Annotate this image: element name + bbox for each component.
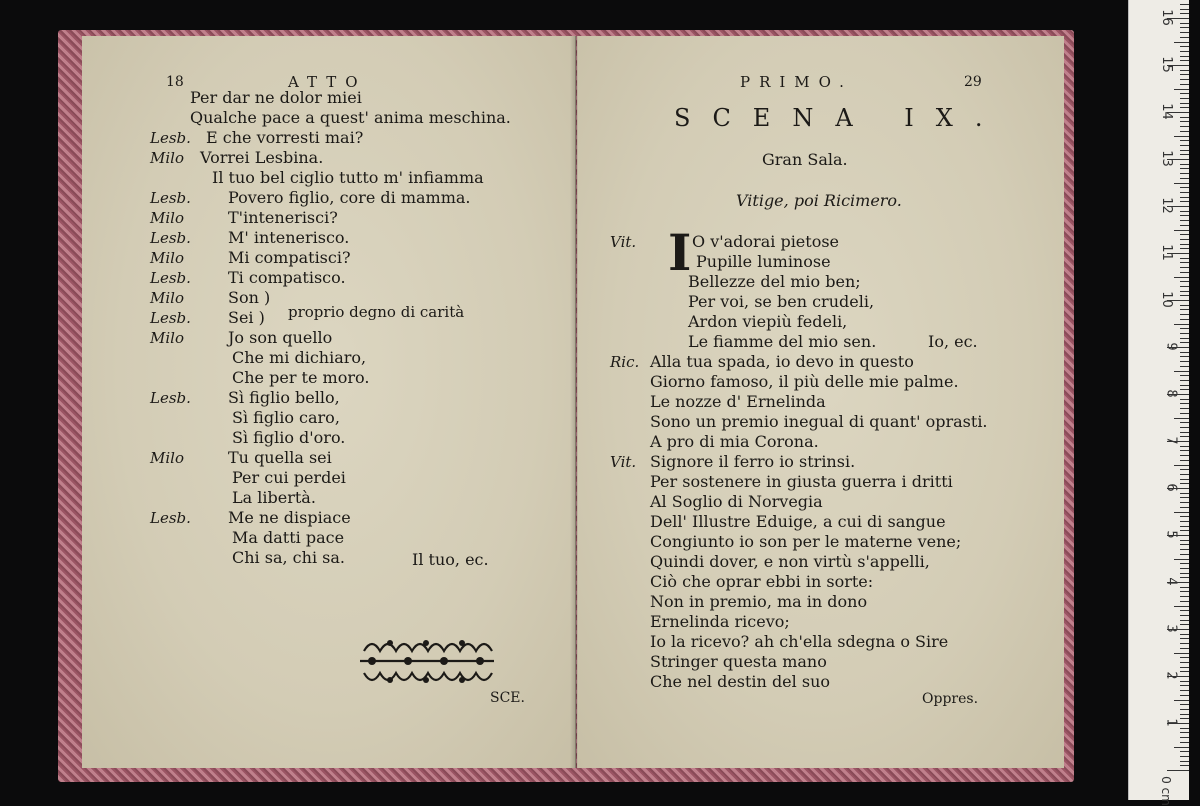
ruler-tick	[1180, 526, 1189, 527]
ruler-tick	[1180, 690, 1189, 691]
ruler-tick	[1174, 230, 1189, 231]
ruler-tick	[1174, 277, 1189, 278]
ruler-tick	[1180, 192, 1189, 193]
ruler-tick	[1180, 248, 1189, 249]
right-page-number: 29	[964, 74, 982, 90]
ruler-tick	[1180, 173, 1189, 174]
verse-line: Ma datti pace	[232, 528, 345, 547]
verse-line: O v'adorai pietose	[692, 232, 840, 251]
ruler-tick	[1180, 399, 1189, 400]
ruler-tick	[1167, 770, 1189, 771]
verse-line: Povero figlio, core di mamma.	[228, 188, 471, 207]
ruler-tick	[1180, 450, 1189, 451]
verse-line: Il tuo bel ciglio tutto m' infiamma	[212, 168, 484, 187]
scene-title: SCENA IX.	[674, 104, 1005, 132]
ruler-tick	[1180, 685, 1189, 686]
ruler-tick	[1180, 573, 1189, 574]
ruler-tick	[1174, 700, 1189, 701]
ruler-tick	[1180, 197, 1189, 198]
ruler-tick	[1174, 606, 1189, 607]
ruler-tick	[1180, 765, 1189, 766]
ruler-tick	[1180, 638, 1189, 639]
ruler-number: 9	[1163, 342, 1179, 351]
ruler-tick	[1180, 79, 1189, 80]
ruler-tick	[1180, 164, 1189, 165]
verse-line: Vorrei Lesbina.	[200, 148, 324, 167]
verse-line: Per sostenere in giusta guerra i dritti	[650, 472, 953, 491]
verse-line: Stringer questa mano	[650, 652, 827, 671]
ruler-tick	[1180, 107, 1189, 108]
left-running-header: ATTO	[288, 73, 367, 91]
verse-line: Jo son quello	[228, 328, 333, 347]
ruler-tick	[1180, 281, 1189, 282]
scene-characters: Vitige, poi Ricimero.	[736, 191, 902, 210]
left-closing-cue: Il tuo, ec.	[412, 550, 489, 569]
ruler-tick	[1180, 211, 1189, 212]
ruler-tick	[1174, 42, 1189, 43]
verse-line: Ti compatisco.	[228, 268, 346, 287]
ruler-number: 14	[1159, 103, 1175, 120]
verse-line: Sì figlio d'oro.	[232, 428, 346, 447]
ruler-tick	[1180, 624, 1189, 625]
speaker-label: Vit.	[610, 233, 637, 251]
ruler-tick	[1180, 366, 1189, 367]
ruler-tick	[1180, 554, 1189, 555]
ruler-tick	[1174, 418, 1189, 419]
ruler-tick	[1180, 756, 1189, 757]
ruler-tick	[1180, 601, 1189, 602]
ruler-tick	[1180, 460, 1189, 461]
verse-line: Ciò che oprar ebbi in sorte:	[650, 572, 874, 591]
ruler-tick	[1180, 150, 1189, 151]
ruler-tick	[1180, 681, 1189, 682]
ruler-tick	[1180, 272, 1189, 273]
ruler-tick	[1180, 671, 1189, 672]
ruler-tick	[1180, 737, 1189, 738]
ruler-tick	[1174, 747, 1189, 748]
verse-line: Me ne dispiace	[228, 508, 351, 527]
ruler-tick	[1180, 728, 1189, 729]
verse-line: Non in premio, ma in dono	[650, 592, 868, 611]
verse-line: Io la ricevo? ah ch'ella sdegna o Sire	[650, 632, 949, 651]
ruler-tick	[1180, 117, 1189, 118]
speaker-label: Ric.	[610, 353, 640, 371]
ruler-tick	[1180, 596, 1189, 597]
ruler-tick	[1180, 643, 1189, 644]
scene-setting: Gran Sala.	[762, 150, 848, 169]
ruler-tick	[1180, 695, 1189, 696]
ruler-tick	[1180, 516, 1189, 517]
ruler-tick	[1180, 549, 1189, 550]
speaker-label: Lesb.	[150, 189, 191, 207]
ruler-tick	[1180, 286, 1189, 287]
verse-line: Tu quella sei	[228, 448, 332, 467]
ruler-unit-label: 0 cm	[1159, 776, 1174, 806]
ruler-tick	[1180, 591, 1189, 592]
verse-line: Chi sa, chi sa.	[232, 548, 345, 567]
ruler-tick	[1180, 305, 1189, 306]
verse-line: T'intenerisci?	[228, 208, 338, 227]
verse-line: Pupille luminose	[696, 252, 831, 271]
ruler-tick	[1180, 56, 1189, 57]
ruler-tick	[1180, 615, 1189, 616]
ruler-number: 1	[1163, 718, 1179, 727]
ruler-tick	[1180, 267, 1189, 268]
ruler-tick	[1180, 220, 1189, 221]
ruler-tick	[1180, 502, 1189, 503]
right-running-header: PRIMO.	[740, 73, 853, 91]
ruler-tick	[1180, 714, 1189, 715]
ruler-tick	[1180, 338, 1189, 339]
ruler-tick	[1180, 201, 1189, 202]
ruler-tick	[1180, 239, 1189, 240]
ruler-tick	[1180, 389, 1189, 390]
fleuron-ornament	[354, 633, 500, 689]
ruler-tick	[1180, 140, 1189, 141]
speaker-label: Lesb.	[150, 129, 191, 147]
verse-line: Che mi dichiaro,	[232, 348, 367, 367]
verse-line: Sì figlio bello,	[228, 388, 340, 407]
ruler-number: 15	[1159, 56, 1175, 73]
ruler-tick	[1180, 432, 1189, 433]
left-page-number: 18	[166, 74, 184, 90]
ruler-number: 7	[1163, 436, 1179, 445]
ruler-tick	[1174, 371, 1189, 372]
speaker-label: Milo	[150, 329, 184, 347]
ruler-tick	[1180, 732, 1189, 733]
ruler-tick	[1180, 333, 1189, 334]
ruler-tick	[1180, 375, 1189, 376]
ruler-tick	[1180, 74, 1189, 75]
ruler-number: 4	[1163, 577, 1179, 586]
speaker-label: Milo	[150, 149, 184, 167]
ruler-tick	[1180, 37, 1189, 38]
ruler-tick	[1180, 103, 1189, 104]
verse-line: Sì figlio caro,	[232, 408, 340, 427]
ruler-tick	[1180, 657, 1189, 658]
ruler-tick	[1180, 530, 1189, 531]
ruler-tick	[1180, 291, 1189, 292]
ruler-tick	[1180, 742, 1189, 743]
ruler-tick	[1180, 436, 1189, 437]
ruler-tick	[1174, 559, 1189, 560]
ruler-tick	[1180, 751, 1189, 752]
ruler-tick	[1180, 446, 1189, 447]
verse-line: Che nel destin del suo	[650, 672, 830, 691]
verse-line: Giorno famoso, il più delle mie palme.	[650, 372, 959, 391]
ruler-tick	[1174, 183, 1189, 184]
ruler-tick	[1180, 187, 1189, 188]
ruler-tick	[1180, 60, 1189, 61]
verse-line: Sei )	[228, 308, 265, 327]
ruler-tick	[1180, 761, 1189, 762]
verse-line: Dell' Illustre Eduige, a cui di sangue	[650, 512, 946, 531]
ruler-tick	[1180, 225, 1189, 226]
verse-line: Alla tua spada, io devo in questo	[650, 352, 914, 371]
ruler-tick	[1180, 385, 1189, 386]
speaker-label: Lesb.	[150, 269, 191, 287]
ruler-tick	[1180, 4, 1189, 5]
ruler-tick	[1180, 84, 1189, 85]
ruler-tick	[1180, 403, 1189, 404]
ruler-tick	[1180, 408, 1189, 409]
ruler-tick	[1180, 9, 1189, 10]
ruler-tick	[1180, 13, 1189, 14]
left-catchword: SCE.	[490, 690, 525, 706]
verse-line: Al Soglio di Norvegia	[650, 492, 823, 511]
ruler-tick	[1180, 662, 1189, 663]
ruler-tick	[1174, 89, 1189, 90]
verse-line: La libertà.	[232, 488, 316, 507]
verse-line: Qualche pace a quest' anima meschina.	[190, 108, 511, 127]
ruler-tick	[1180, 121, 1189, 122]
ruler-number: 11	[1159, 244, 1175, 261]
verse-cue: Io, ec.	[928, 332, 978, 351]
right-catchword: Oppres.	[922, 691, 979, 707]
ruler-tick	[1174, 653, 1189, 654]
ruler-tick	[1180, 328, 1189, 329]
verse-line: E che vorresti mai?	[206, 128, 364, 147]
ruler-tick	[1180, 413, 1189, 414]
ruler-tick	[1180, 380, 1189, 381]
ruler-tick	[1180, 262, 1189, 263]
right-page	[577, 36, 1064, 768]
ruler-tick	[1180, 718, 1189, 719]
ruler-tick	[1180, 540, 1189, 541]
speaker-label: Lesb.	[150, 509, 191, 527]
ruler-tick	[1180, 667, 1189, 668]
verse-line: Signore il ferro io strinsi.	[650, 452, 856, 471]
speaker-label: Milo	[150, 449, 184, 467]
ruler-tick	[1180, 620, 1189, 621]
ruler-tick	[1180, 178, 1189, 179]
ruler-tick	[1180, 126, 1189, 127]
ruler-number: 16	[1159, 9, 1175, 26]
ruler-tick	[1180, 46, 1189, 47]
verse-line: A pro di mia Corona.	[650, 432, 819, 451]
verse-line: Per cui perdei	[232, 468, 346, 487]
ruler-tick	[1180, 215, 1189, 216]
speaker-label: Lesb.	[150, 309, 191, 327]
drop-cap: I	[668, 223, 692, 282]
ruler-tick	[1180, 483, 1189, 484]
ruler-tick	[1180, 154, 1189, 155]
ruler-tick	[1180, 493, 1189, 494]
ruler-tick	[1180, 507, 1189, 508]
ruler-tick	[1180, 98, 1189, 99]
ruler-tick	[1180, 314, 1189, 315]
verse-line: Ernelinda ricevo;	[650, 612, 790, 631]
verse-line: Ardon viepiù fedeli,	[688, 312, 848, 331]
ruler-tick	[1180, 704, 1189, 705]
ruler-tick	[1180, 648, 1189, 649]
ruler-number: 5	[1163, 530, 1179, 539]
ruler-tick	[1180, 342, 1189, 343]
ruler-tick	[1180, 422, 1189, 423]
speaker-label: Lesb.	[150, 389, 191, 407]
ruler-number: 8	[1163, 389, 1179, 398]
ruler-tick	[1180, 131, 1189, 132]
ruler-tick	[1180, 709, 1189, 710]
ruler-tick	[1180, 295, 1189, 296]
verse-line: Bellezze del mio ben;	[688, 272, 861, 291]
ruler-tick	[1180, 577, 1189, 578]
ruler-tick	[1174, 465, 1189, 466]
ruler-tick	[1180, 32, 1189, 33]
ruler-tick	[1180, 455, 1189, 456]
ruler-tick	[1180, 427, 1189, 428]
ruler-tick	[1174, 324, 1189, 325]
verse-line: Sono un premio inegual di quant' oprasti.	[650, 412, 988, 431]
measuring-ruler	[1128, 0, 1189, 806]
verse-line: Mi compatisci?	[228, 248, 351, 267]
ruler-tick	[1180, 479, 1189, 480]
ruler-tick	[1180, 544, 1189, 545]
verse-line: Le nozze d' Ernelinda	[650, 392, 826, 411]
ruler-tick	[1180, 258, 1189, 259]
verse-line: Che per te moro.	[232, 368, 370, 387]
ruler-tick	[1180, 361, 1189, 362]
ruler-tick	[1180, 610, 1189, 611]
ruler-tick	[1180, 356, 1189, 357]
verse-line: Per dar ne dolor miei	[190, 88, 362, 107]
ruler-tick	[1180, 27, 1189, 28]
ruler-tick	[1180, 70, 1189, 71]
speaker-label: Milo	[150, 249, 184, 267]
ruler-tick	[1174, 136, 1189, 137]
ruler-tick	[1180, 145, 1189, 146]
ruler-number: 13	[1159, 150, 1175, 167]
ruler-number: 10	[1159, 291, 1175, 308]
brace-text: proprio degno di carità	[288, 303, 465, 321]
verse-line: Le fiamme del mio sen.	[688, 332, 877, 351]
ruler-tick	[1180, 587, 1189, 588]
ruler-number: 6	[1163, 483, 1179, 492]
ruler-tick	[1180, 23, 1189, 24]
speaker-label: Milo	[150, 289, 184, 307]
ruler-tick	[1180, 93, 1189, 94]
ruler-tick	[1180, 234, 1189, 235]
ruler-tick	[1180, 168, 1189, 169]
ruler-tick	[1180, 563, 1189, 564]
speaker-label: Lesb.	[150, 229, 191, 247]
verse-line: M' intenerisco.	[228, 228, 350, 247]
ruler-tick	[1180, 521, 1189, 522]
speaker-label: Milo	[150, 209, 184, 227]
ruler-tick	[1180, 319, 1189, 320]
ruler-tick	[1180, 497, 1189, 498]
ruler-number: 3	[1163, 624, 1179, 633]
verse-line: Per voi, se ben crudeli,	[688, 292, 875, 311]
ruler-tick	[1180, 309, 1189, 310]
left-page	[82, 36, 576, 768]
verse-line: Quindi dover, e non virtù s'appelli,	[650, 552, 930, 571]
ruler-tick	[1180, 244, 1189, 245]
verse-line: Congiunto io son per le materne vene;	[650, 532, 962, 551]
ruler-tick	[1180, 352, 1189, 353]
speaker-label: Vit.	[610, 453, 637, 471]
ruler-tick	[1180, 634, 1189, 635]
ruler-tick	[1180, 469, 1189, 470]
verse-line: Son )	[228, 288, 271, 307]
ruler-tick	[1174, 512, 1189, 513]
ruler-number: 2	[1163, 671, 1179, 680]
ruler-tick	[1180, 568, 1189, 569]
ruler-number: 12	[1159, 197, 1175, 214]
ruler-tick	[1180, 474, 1189, 475]
ruler-tick	[1180, 51, 1189, 52]
